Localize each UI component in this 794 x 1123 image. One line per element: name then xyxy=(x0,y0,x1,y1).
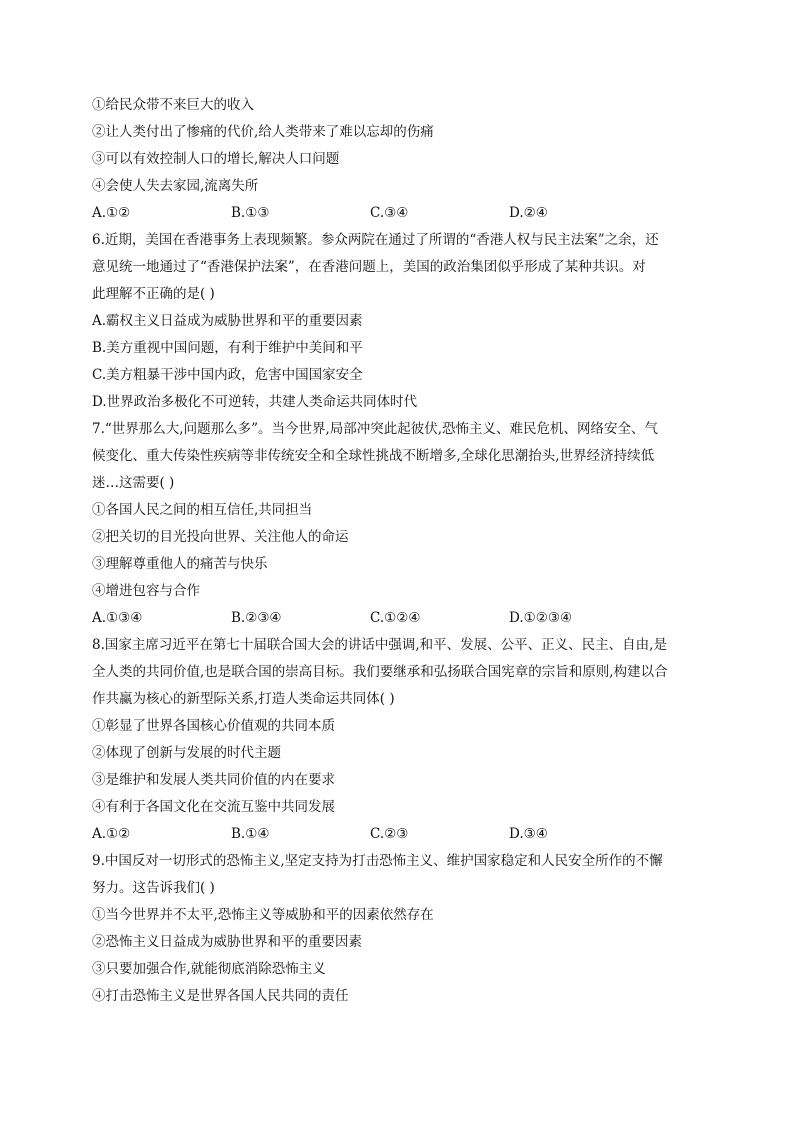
q7-option-3: ③理解尊重他人的痛苦与快乐 xyxy=(92,556,268,572)
q7-choice-a: A.①③④ xyxy=(92,610,143,626)
q5-choice-d: D.②④ xyxy=(509,205,548,221)
q7-option-1: ①各国人民之间的相互信任,共同担当 xyxy=(92,502,313,518)
q6-stem-line-3: 此理解不正确的是( ) xyxy=(92,286,215,302)
q5-option-4: ④会使人失去家园,流离失所 xyxy=(92,178,259,194)
q6-option-d: D.世界政治多极化不可逆转，共建人类命运共同体时代 xyxy=(92,394,418,410)
q7-stem-line-1: 7.“世界那么大,问题那么多”。当今世界,局部冲突此起彼伏,恐怖主义、难民危机、网络安全、气 xyxy=(92,421,659,437)
q7-option-4: ④增进包容与合作 xyxy=(92,583,200,599)
q7-choices xyxy=(92,605,704,632)
q7-choice-c: C.①②④ xyxy=(370,610,421,626)
q8-choice-a: A.①② xyxy=(92,826,131,842)
q9-stem-line-2: 努力。这告诉我们( ) xyxy=(92,880,215,896)
q6-option-b: B.美方重视中国问题，有利于维护中美间和平 xyxy=(92,340,363,356)
q8-choice-d: D.③④ xyxy=(509,826,548,842)
q9-option-3: ③只要加强合作,就能彻底消除恐怖主义 xyxy=(92,961,326,977)
q7-choice-d: D.①②③④ xyxy=(509,610,573,626)
q5-choice-a: A.①② xyxy=(92,205,131,221)
question-content xyxy=(92,92,704,1010)
q6-stem-line-2: 意见统一地通过了“香港保护法案”，在香港问题上，美国的政治集团似乎形成了某种共识。对 xyxy=(92,259,646,275)
q8-choice-c: C.②③ xyxy=(370,826,409,842)
q5-option-2: ②让人类付出了惨痛的代价,给人类带来了难以忘却的伤痛 xyxy=(92,124,434,140)
q8-option-2: ②体现了创新与发展的时代主题 xyxy=(92,745,281,761)
q9-option-1: ①当今世界并不太平,恐怖主义等威胁和平的因素依然存在 xyxy=(92,907,434,923)
q7-stem-line-3: 迷…这需要( ) xyxy=(92,475,175,491)
q7-choice-b: B.②③④ xyxy=(231,610,282,626)
q5-choice-b: B.①③ xyxy=(231,205,270,221)
q5-option-3: ③可以有效控制人口的增长,解决人口问题 xyxy=(92,151,340,167)
q8-choices xyxy=(92,821,704,848)
q5-choice-c: C.③④ xyxy=(370,205,409,221)
q9-stem-line-1: 9.中国反对一切形式的恐怖主义,坚定支持为打击恐怖主义、维护国家稳定和人民安全所作的不懈 xyxy=(92,853,663,869)
q9-option-4: ④打击恐怖主义是世界各国人民共同的责任 xyxy=(92,988,349,1004)
q7-option-2: ②把关切的目光投向世界、关注他人的命运 xyxy=(92,529,349,545)
q8-option-3: ③是维护和发展人类共同价值的内在要求 xyxy=(92,772,335,788)
q8-option-4: ④有利于各国文化在交流互鉴中共同发展 xyxy=(92,799,335,815)
q8-choice-b: B.①④ xyxy=(231,826,270,842)
q9-option-2: ②恐怖主义日益成为威胁世界和平的重要因素 xyxy=(92,934,362,950)
q8-stem-line-2: 全人类的共同价值,也是联合国的崇高目标。我们要继承和弘扬联合国宪章的宗旨和原则,构建以合 xyxy=(92,664,668,680)
q8-stem-line-1: 8.国家主席习近平在第七十届联合国大会的讲话中强调,和平、发展、公平、正义、民主、自由,是 xyxy=(92,637,667,653)
q6-option-a: A.霸权主义日益成为威胁世界和平的重要因素 xyxy=(92,313,363,329)
q8-stem-line-3: 作共赢为核心的新型际关系,打造人类命运共同体( ) xyxy=(92,691,395,707)
q8-option-1: ①彰显了世界各国核心价值观的共同本质 xyxy=(92,718,335,734)
q6-stem-line-1: 6.近期，美国在香港事务上表现频繁。参众两院在通过了所谓的“香港人权与民主法案”之余，还 xyxy=(92,232,659,248)
q7-stem-line-2: 候变化、重大传染性疾病等非传统安全和全球性挑战不断增多,全球化思潮抬头,世界经济持续低 xyxy=(92,448,655,464)
q5-choices xyxy=(92,200,704,227)
q5-option-1: ①给民众带不来巨大的收入 xyxy=(92,97,254,113)
q6-option-c: C.美方粗暴干涉中国内政，危害中国国家安全 xyxy=(92,367,363,383)
